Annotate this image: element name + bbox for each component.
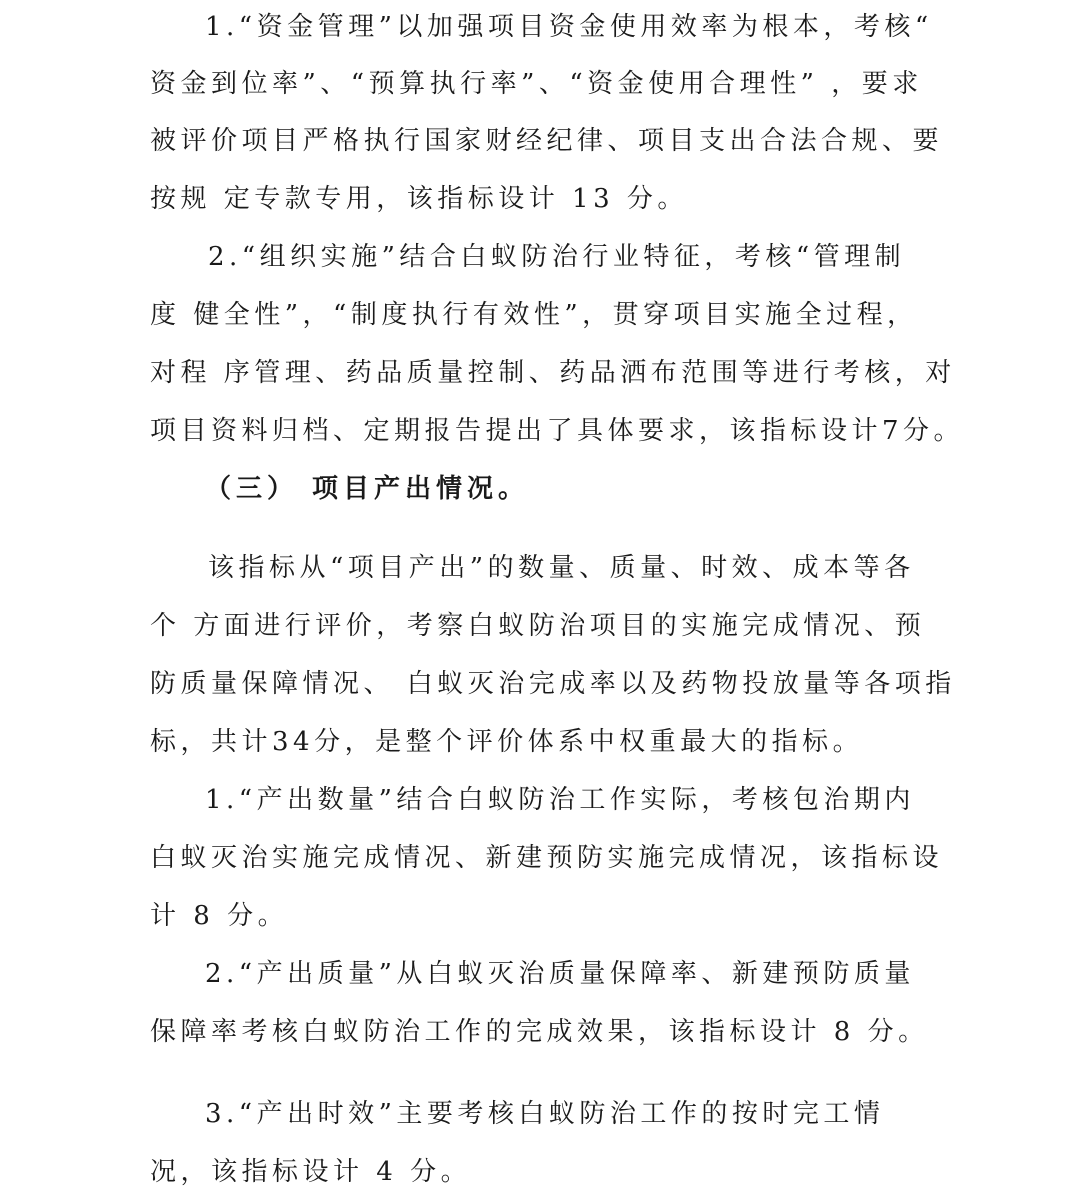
- text-line-20: 况，该指标设计 4 分。: [150, 1157, 472, 1187]
- text-line-1: 1.“资金管理”以加强项目资金使用效率为根本，考核“: [205, 12, 933, 42]
- text-line-6: 度 健全性”，“制度执行有效性”，贯穿项目实施全过程，: [150, 300, 918, 330]
- text-line-18: 保障率考核白蚁防治工作的完成效果，该指标设计 8 分。: [150, 1017, 929, 1047]
- text-line-11: 个 方面进行评价，考察白蚁防治项目的实施完成情况、预: [150, 611, 926, 641]
- text-line-7: 对程 序管理、药品质量控制、药品洒布范围等进行考核，对: [150, 358, 956, 388]
- text-line-12: 防质量保障情况、 白蚁灭治完成率以及药物投放量等各项指: [150, 669, 956, 699]
- text-line-4: 按规 定专款专用，该指标设计 13 分。: [150, 184, 688, 214]
- text-line-2: 资金到位率”、“预算执行率”、“资金使用合理性” ，要求: [150, 69, 923, 99]
- section-heading: （三） 项目产出情况。: [205, 474, 530, 504]
- text-line-17: 2.“产出质量”从白蚁灭治质量保障率、新建预防质量: [205, 959, 915, 989]
- text-line-16: 计 8 分。: [150, 901, 289, 931]
- text-line-19: 3.“产出时效”主要考核白蚁防治工作的按时完工情: [205, 1099, 885, 1129]
- text-line-5: 2.“组织实施”结合白蚁防治行业特征，考核“管理制: [208, 242, 906, 272]
- text-line-3: 被评价项目严格执行国家财经纪律、项目支出合法合规、要: [150, 126, 944, 156]
- text-line-8: 项目资料归档、定期报告提出了具体要求，该指标设计7分。: [150, 416, 965, 446]
- text-line-10: 该指标从“项目产出”的数量、质量、时效、成本等各: [208, 553, 915, 583]
- text-line-13: 标，共计34分，是整个评价体系中权重最大的指标。: [150, 727, 864, 757]
- text-line-15: 白蚁灭治实施完成情况、新建预防实施完成情况，该指标设: [150, 843, 944, 873]
- text-line-14: 1.“产出数量”结合白蚁防治工作实际，考核包治期内: [205, 785, 915, 815]
